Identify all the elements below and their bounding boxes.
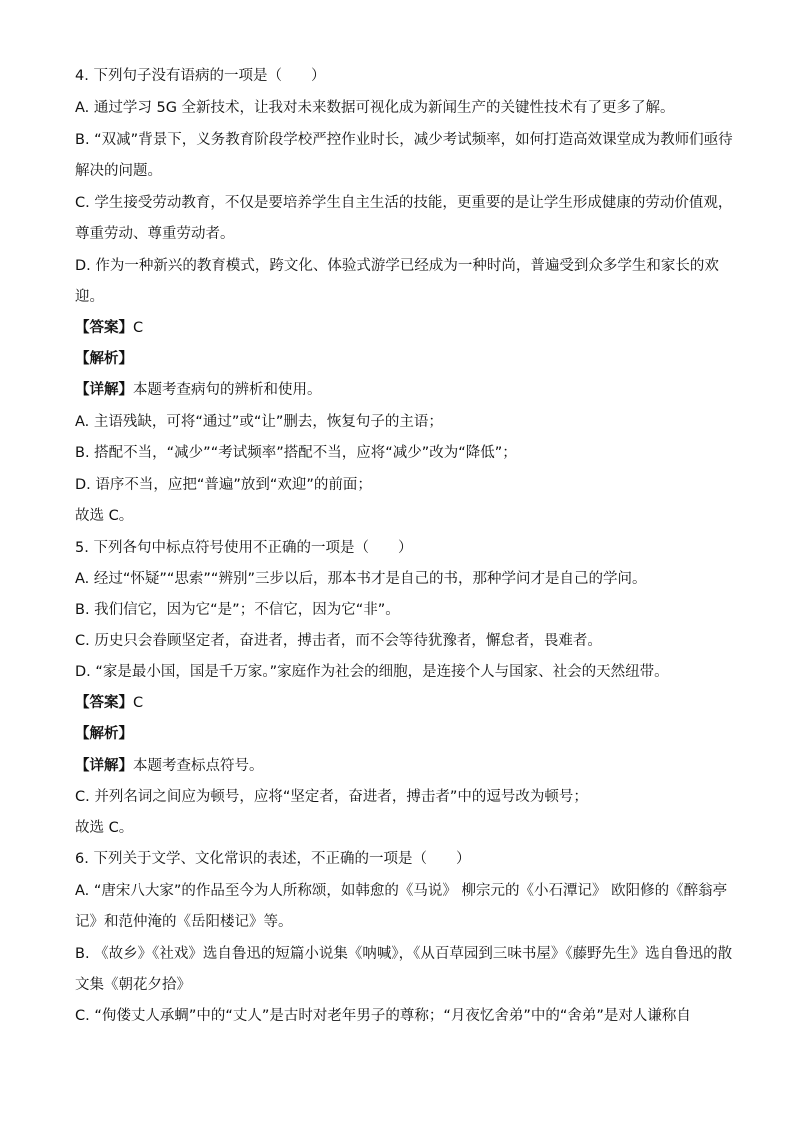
q4-stem: 4. 下列句子没有语病的一项是（ ） [75, 68, 326, 84]
q4-option-b-line2: 解决的问题。 [75, 163, 162, 179]
q4-detail [75, 380, 735, 400]
q6-option-c-line1: C. “佝偻丈人承蜩”中的“丈人”是古时对老年男子的尊称；“月夜忆舍弟”中的“舍弟”是对人谦称自 [75, 1008, 691, 1024]
q4-explanation-d: D. 语序不当，应把“普遍”放到“欢迎”的前面； [75, 477, 372, 493]
q4-option-c-line2: 尊重劳动、尊重劳动者。 [75, 226, 235, 242]
q6-option-b-line1: B. 《故乡》《社戏》选自鲁迅的短篇小说集《呐喊》，《从百草园到三味书屋》《藤野先生》选自鲁迅的散 [75, 946, 733, 962]
q4-choose: 故选 C。 [75, 508, 134, 524]
q6-option-a-line2: 记》和范仲淹的《岳阳楼记》等。 [75, 914, 293, 930]
q5-detail [75, 756, 735, 776]
answer-tag: 【答案】 [75, 695, 133, 711]
detail-tag: 【详解】 [75, 382, 133, 398]
q5-stem: 5. 下列各句中标点符号使用不正确的一项是（ ） [75, 540, 413, 556]
detail-tag: 【详解】 [75, 758, 133, 774]
q4-option-d-line1: D. 作为一种新兴的教育模式，跨文化、体验式游学已经成为一种时尚，普遍受到众多学生和家长的欢 [75, 258, 719, 274]
answer-value: C [133, 320, 144, 336]
q5-option-d: D. “家是最小国，国是千万家。”家庭作为社会的细胞，是连接个人与国家、社会的天然纽带。 [75, 664, 669, 680]
q5-option-a: A. 经过“怀疑”“思索”“辨别”三步以后，那本书才是自己的书，那种学问才是自己的学问。 [75, 571, 647, 587]
q5-option-b: B. 我们信它，因为它“是”；不信它，因为它“非”。 [75, 602, 400, 618]
q6-option-a-line1: A. “唐宋八大家”的作品至今为人所称颂，如韩愈的《马说》 柳宗元的《小石潭记》 欧阳修的《醉翁亭 [75, 883, 728, 899]
q5-explanation-c: C. 并列名词之间应为顿号，应将“坚定者，奋进者，搏击者”中的逗号改为顿号； [75, 789, 588, 805]
detail-text: 本题考查标点符号。 [133, 758, 264, 774]
q4-analysis-tag: 【解析】 [75, 351, 133, 367]
q4-explanation-b: B. 搭配不当，“减少”“考试频率”搭配不当，应将“减少”改为“降低”； [75, 445, 517, 461]
detail-text: 本题考查病句的辨析和使用。 [133, 382, 322, 398]
q5-analysis-tag: 【解析】 [75, 726, 133, 742]
q6-stem: 6. 下列关于文学、文化常识的表述，不正确的一项是（ ） [75, 851, 471, 867]
q6-option-b-line2: 文集《朝花夕拾》 [75, 977, 191, 993]
q5-choose: 故选 C。 [75, 820, 134, 836]
answer-tag: 【答案】 [75, 320, 133, 336]
q4-option-b-line1: B. “双减”背景下，义务教育阶段学校严控作业时长，减少考试频率，如何打造高效课堂成为教师们亟待 [75, 132, 733, 148]
q4-option-d-line2: 迎。 [75, 289, 104, 305]
q4-answer [75, 318, 735, 338]
q4-option-c-line1: C. 学生接受劳动教育，不仅是要培养学生自主生活的技能，更重要的是让学生形成健康的劳动价值观， [75, 195, 733, 211]
q5-option-c: C. 历史只会眷顾坚定者，奋进者，搏击者，而不会等待犹豫者，懈怠者，畏难者。 [75, 633, 602, 649]
q4-explanation-a: A. 主语残缺，可将“通过”或“让”删去，恢复句子的主语； [75, 414, 443, 430]
q5-answer [75, 693, 735, 713]
answer-value: C [133, 695, 144, 711]
q4-option-a: A. 通过学习 5G 全新技术，让我对未来数据可视化成为新闻生产的关键性技术有了更多了解。 [75, 100, 675, 116]
